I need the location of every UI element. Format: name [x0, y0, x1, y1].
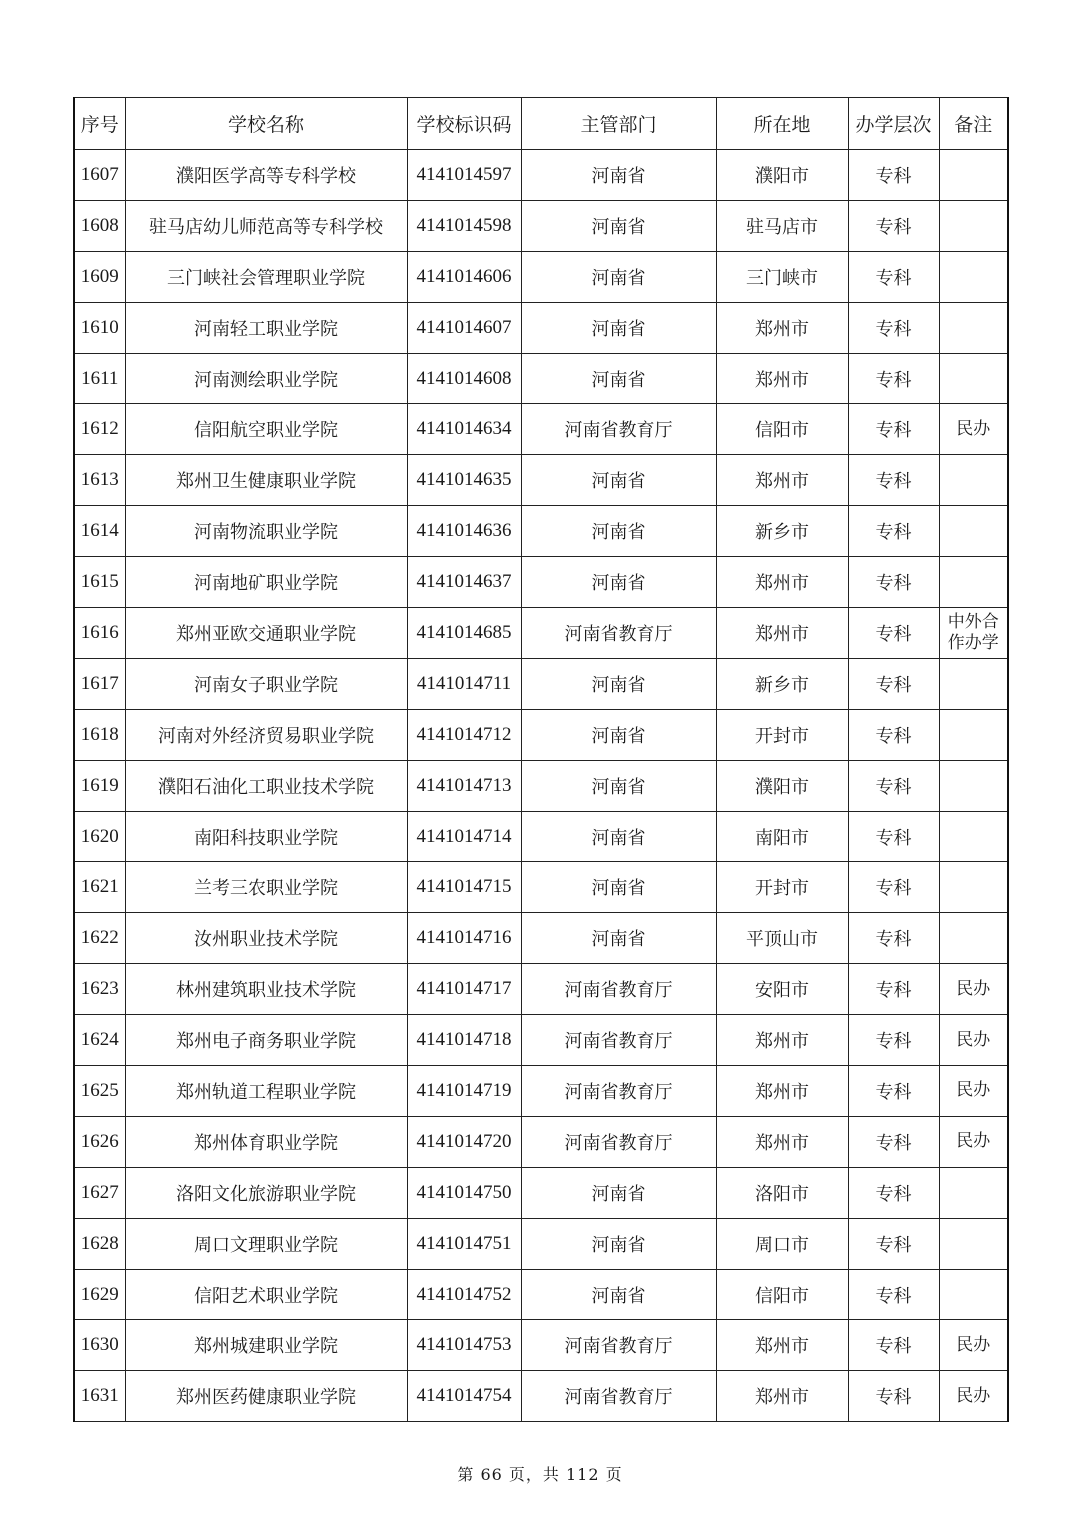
cell-school-name: 郑州体育职业学院 — [125, 1116, 407, 1167]
cell-level: 专科 — [848, 251, 939, 302]
cell-location: 三门峡市 — [716, 251, 848, 302]
cell-school-name: 信阳艺术职业学院 — [125, 1269, 407, 1320]
cell-location: 新乡市 — [716, 658, 848, 709]
cell-location: 平顶山市 — [716, 913, 848, 964]
cell-index: 1612 — [74, 404, 125, 455]
cell-level: 专科 — [848, 404, 939, 455]
table-row — [74, 557, 1008, 608]
cell-location: 郑州市 — [716, 1371, 848, 1422]
cell-remarks: 民办 — [939, 1015, 1008, 1066]
cell-school-name: 河南地矿职业学院 — [125, 557, 407, 608]
cell-remarks: 民办 — [939, 1116, 1008, 1167]
cell-school-code: 4141014718 — [407, 1015, 521, 1066]
cell-remarks — [939, 251, 1008, 302]
cell-index: 1609 — [74, 251, 125, 302]
cell-school-code: 4141014754 — [407, 1371, 521, 1422]
table-row — [74, 455, 1008, 506]
cell-index: 1617 — [74, 658, 125, 709]
cell-school-code: 4141014598 — [407, 200, 521, 251]
cell-index: 1613 — [74, 455, 125, 506]
cell-school-code: 4141014717 — [407, 964, 521, 1015]
cell-department: 河南省 — [521, 302, 716, 353]
cell-department: 河南省 — [521, 1218, 716, 1269]
table-row — [74, 1269, 1008, 1320]
cell-remarks — [939, 811, 1008, 862]
cell-index: 1616 — [74, 608, 125, 659]
cell-location: 郑州市 — [716, 1320, 848, 1371]
cell-level: 专科 — [848, 1116, 939, 1167]
cell-remarks — [939, 353, 1008, 404]
cell-remarks — [939, 913, 1008, 964]
cell-school-name: 郑州亚欧交通职业学院 — [125, 608, 407, 659]
cell-school-code: 4141014752 — [407, 1269, 521, 1320]
cell-level: 专科 — [848, 862, 939, 913]
cell-department: 河南省教育厅 — [521, 404, 716, 455]
table-row — [74, 200, 1008, 251]
cell-index: 1614 — [74, 506, 125, 557]
cell-index: 1607 — [74, 150, 125, 201]
cell-school-name: 郑州医药健康职业学院 — [125, 1371, 407, 1422]
cell-index: 1627 — [74, 1167, 125, 1218]
cell-level: 专科 — [848, 557, 939, 608]
cell-location: 濮阳市 — [716, 150, 848, 201]
school-list-table — [73, 97, 1009, 1422]
cell-school-name: 河南物流职业学院 — [125, 506, 407, 557]
cell-level: 专科 — [848, 353, 939, 404]
table-row — [74, 1167, 1008, 1218]
cell-remarks — [939, 557, 1008, 608]
cell-school-name: 周口文理职业学院 — [125, 1218, 407, 1269]
cell-level: 专科 — [848, 302, 939, 353]
cell-department: 河南省 — [521, 658, 716, 709]
cell-index: 1624 — [74, 1015, 125, 1066]
cell-index: 1630 — [74, 1320, 125, 1371]
school-list-table-container — [73, 97, 1007, 1422]
cell-location: 郑州市 — [716, 557, 848, 608]
cell-index: 1628 — [74, 1218, 125, 1269]
table-row — [74, 1015, 1008, 1066]
cell-location: 开封市 — [716, 709, 848, 760]
cell-remarks — [939, 760, 1008, 811]
cell-level: 专科 — [848, 964, 939, 1015]
cell-index: 1621 — [74, 862, 125, 913]
cell-location: 郑州市 — [716, 1015, 848, 1066]
cell-index: 1618 — [74, 709, 125, 760]
cell-index: 1631 — [74, 1371, 125, 1422]
cell-level: 专科 — [848, 455, 939, 506]
cell-school-code: 4141014607 — [407, 302, 521, 353]
cell-remarks — [939, 455, 1008, 506]
cell-remarks: 民办 — [939, 1371, 1008, 1422]
cell-school-name: 驻马店幼儿师范高等专科学校 — [125, 200, 407, 251]
cell-school-code: 4141014597 — [407, 150, 521, 201]
cell-location: 郑州市 — [716, 302, 848, 353]
col-header-index: 序号 — [74, 98, 125, 150]
cell-location: 信阳市 — [716, 1269, 848, 1320]
cell-index: 1622 — [74, 913, 125, 964]
cell-remarks — [939, 862, 1008, 913]
cell-school-name: 兰考三农职业学院 — [125, 862, 407, 913]
cell-remarks: 民办 — [939, 964, 1008, 1015]
cell-remarks — [939, 658, 1008, 709]
table-row — [74, 608, 1008, 659]
cell-school-code: 4141014606 — [407, 251, 521, 302]
cell-school-code: 4141014636 — [407, 506, 521, 557]
table-row — [74, 1066, 1008, 1117]
table-row — [74, 404, 1008, 455]
cell-school-name: 河南女子职业学院 — [125, 658, 407, 709]
cell-level: 专科 — [848, 1371, 939, 1422]
cell-school-code: 4141014720 — [407, 1116, 521, 1167]
cell-school-name: 洛阳文化旅游职业学院 — [125, 1167, 407, 1218]
cell-location: 安阳市 — [716, 964, 848, 1015]
cell-department: 河南省 — [521, 455, 716, 506]
cell-remarks: 中外合 作办学 — [939, 608, 1008, 659]
cell-school-name: 濮阳石油化工职业技术学院 — [125, 760, 407, 811]
cell-level: 专科 — [848, 760, 939, 811]
table-row — [74, 302, 1008, 353]
col-header-school-name: 学校名称 — [125, 98, 407, 150]
col-header-remarks: 备注 — [939, 98, 1008, 150]
cell-department: 河南省教育厅 — [521, 1320, 716, 1371]
cell-remarks: 民办 — [939, 404, 1008, 455]
cell-remarks — [939, 200, 1008, 251]
cell-department: 河南省 — [521, 1269, 716, 1320]
cell-school-name: 郑州卫生健康职业学院 — [125, 455, 407, 506]
cell-department: 河南省 — [521, 353, 716, 404]
cell-department: 河南省教育厅 — [521, 1066, 716, 1117]
cell-department: 河南省教育厅 — [521, 1116, 716, 1167]
cell-level: 专科 — [848, 1320, 939, 1371]
cell-school-name: 汝州职业技术学院 — [125, 913, 407, 964]
cell-school-name: 河南轻工职业学院 — [125, 302, 407, 353]
cell-location: 新乡市 — [716, 506, 848, 557]
cell-index: 1610 — [74, 302, 125, 353]
table-row — [74, 1371, 1008, 1422]
cell-school-code: 4141014711 — [407, 658, 521, 709]
cell-location: 郑州市 — [716, 608, 848, 659]
table-row — [74, 913, 1008, 964]
cell-level: 专科 — [848, 506, 939, 557]
cell-department: 河南省 — [521, 1167, 716, 1218]
cell-location: 郑州市 — [716, 1116, 848, 1167]
cell-school-name: 三门峡社会管理职业学院 — [125, 251, 407, 302]
cell-remarks — [939, 709, 1008, 760]
table-row — [74, 251, 1008, 302]
col-header-level: 办学层次 — [848, 98, 939, 150]
cell-location: 郑州市 — [716, 455, 848, 506]
table-row — [74, 506, 1008, 557]
col-header-location: 所在地 — [716, 98, 848, 150]
cell-index: 1626 — [74, 1116, 125, 1167]
cell-school-code: 4141014637 — [407, 557, 521, 608]
cell-school-name: 河南测绘职业学院 — [125, 353, 407, 404]
cell-remarks — [939, 1269, 1008, 1320]
cell-location: 驻马店市 — [716, 200, 848, 251]
cell-school-name: 信阳航空职业学院 — [125, 404, 407, 455]
cell-school-code: 4141014750 — [407, 1167, 521, 1218]
table-row — [74, 150, 1008, 201]
table-row — [74, 1218, 1008, 1269]
cell-index: 1620 — [74, 811, 125, 862]
table-row — [74, 964, 1008, 1015]
cell-level: 专科 — [848, 1218, 939, 1269]
table-header-row — [74, 98, 1008, 150]
cell-location: 开封市 — [716, 862, 848, 913]
cell-remarks — [939, 1167, 1008, 1218]
cell-school-code: 4141014712 — [407, 709, 521, 760]
cell-location: 郑州市 — [716, 353, 848, 404]
cell-department: 河南省 — [521, 251, 716, 302]
cell-index: 1619 — [74, 760, 125, 811]
cell-department: 河南省 — [521, 760, 716, 811]
table-row — [74, 1320, 1008, 1371]
cell-level: 专科 — [848, 709, 939, 760]
cell-school-code: 4141014713 — [407, 760, 521, 811]
cell-level: 专科 — [848, 608, 939, 659]
cell-location: 濮阳市 — [716, 760, 848, 811]
cell-school-code: 4141014714 — [407, 811, 521, 862]
cell-remarks — [939, 150, 1008, 201]
cell-index: 1615 — [74, 557, 125, 608]
cell-department: 河南省 — [521, 150, 716, 201]
cell-department: 河南省 — [521, 557, 716, 608]
page-footer: 第 66 页，共 112 页 — [457, 1465, 623, 1484]
cell-school-code: 4141014685 — [407, 608, 521, 659]
cell-level: 专科 — [848, 811, 939, 862]
cell-level: 专科 — [848, 1167, 939, 1218]
cell-level: 专科 — [848, 150, 939, 201]
cell-remarks: 民办 — [939, 1066, 1008, 1117]
cell-level: 专科 — [848, 658, 939, 709]
table-row — [74, 1116, 1008, 1167]
cell-level: 专科 — [848, 1066, 939, 1117]
table-row — [74, 353, 1008, 404]
cell-remarks — [939, 1218, 1008, 1269]
cell-school-code: 4141014635 — [407, 455, 521, 506]
cell-level: 专科 — [848, 913, 939, 964]
cell-location: 信阳市 — [716, 404, 848, 455]
cell-school-code: 4141014716 — [407, 913, 521, 964]
cell-school-name: 林州建筑职业技术学院 — [125, 964, 407, 1015]
cell-department: 河南省 — [521, 913, 716, 964]
cell-school-name: 河南对外经济贸易职业学院 — [125, 709, 407, 760]
cell-school-name: 郑州轨道工程职业学院 — [125, 1066, 407, 1117]
cell-remarks — [939, 506, 1008, 557]
cell-school-code: 4141014753 — [407, 1320, 521, 1371]
cell-remarks — [939, 302, 1008, 353]
cell-department: 河南省 — [521, 709, 716, 760]
cell-level: 专科 — [848, 1269, 939, 1320]
col-header-school-code: 学校标识码 — [407, 98, 521, 150]
cell-location: 郑州市 — [716, 1066, 848, 1117]
cell-school-code: 4141014634 — [407, 404, 521, 455]
cell-index: 1611 — [74, 353, 125, 404]
cell-location: 洛阳市 — [716, 1167, 848, 1218]
cell-department: 河南省 — [521, 506, 716, 557]
cell-school-code: 4141014608 — [407, 353, 521, 404]
cell-remarks: 民办 — [939, 1320, 1008, 1371]
cell-school-name: 郑州电子商务职业学院 — [125, 1015, 407, 1066]
cell-department: 河南省 — [521, 811, 716, 862]
table-row — [74, 709, 1008, 760]
cell-location: 周口市 — [716, 1218, 848, 1269]
cell-school-name: 郑州城建职业学院 — [125, 1320, 407, 1371]
cell-school-code: 4141014715 — [407, 862, 521, 913]
cell-index: 1608 — [74, 200, 125, 251]
cell-school-name: 南阳科技职业学院 — [125, 811, 407, 862]
cell-department: 河南省 — [521, 862, 716, 913]
table-row — [74, 811, 1008, 862]
cell-department: 河南省 — [521, 200, 716, 251]
cell-index: 1629 — [74, 1269, 125, 1320]
cell-school-name: 濮阳医学高等专科学校 — [125, 150, 407, 201]
table-row — [74, 760, 1008, 811]
cell-school-code: 4141014751 — [407, 1218, 521, 1269]
table-body — [74, 150, 1008, 1422]
cell-department: 河南省教育厅 — [521, 1371, 716, 1422]
cell-level: 专科 — [848, 1015, 939, 1066]
table-row — [74, 862, 1008, 913]
cell-department: 河南省教育厅 — [521, 1015, 716, 1066]
cell-department: 河南省教育厅 — [521, 964, 716, 1015]
cell-index: 1623 — [74, 964, 125, 1015]
cell-level: 专科 — [848, 200, 939, 251]
table-row — [74, 658, 1008, 709]
cell-index: 1625 — [74, 1066, 125, 1117]
cell-school-code: 4141014719 — [407, 1066, 521, 1117]
cell-location: 南阳市 — [716, 811, 848, 862]
col-header-department: 主管部门 — [521, 98, 716, 150]
cell-department: 河南省教育厅 — [521, 608, 716, 659]
